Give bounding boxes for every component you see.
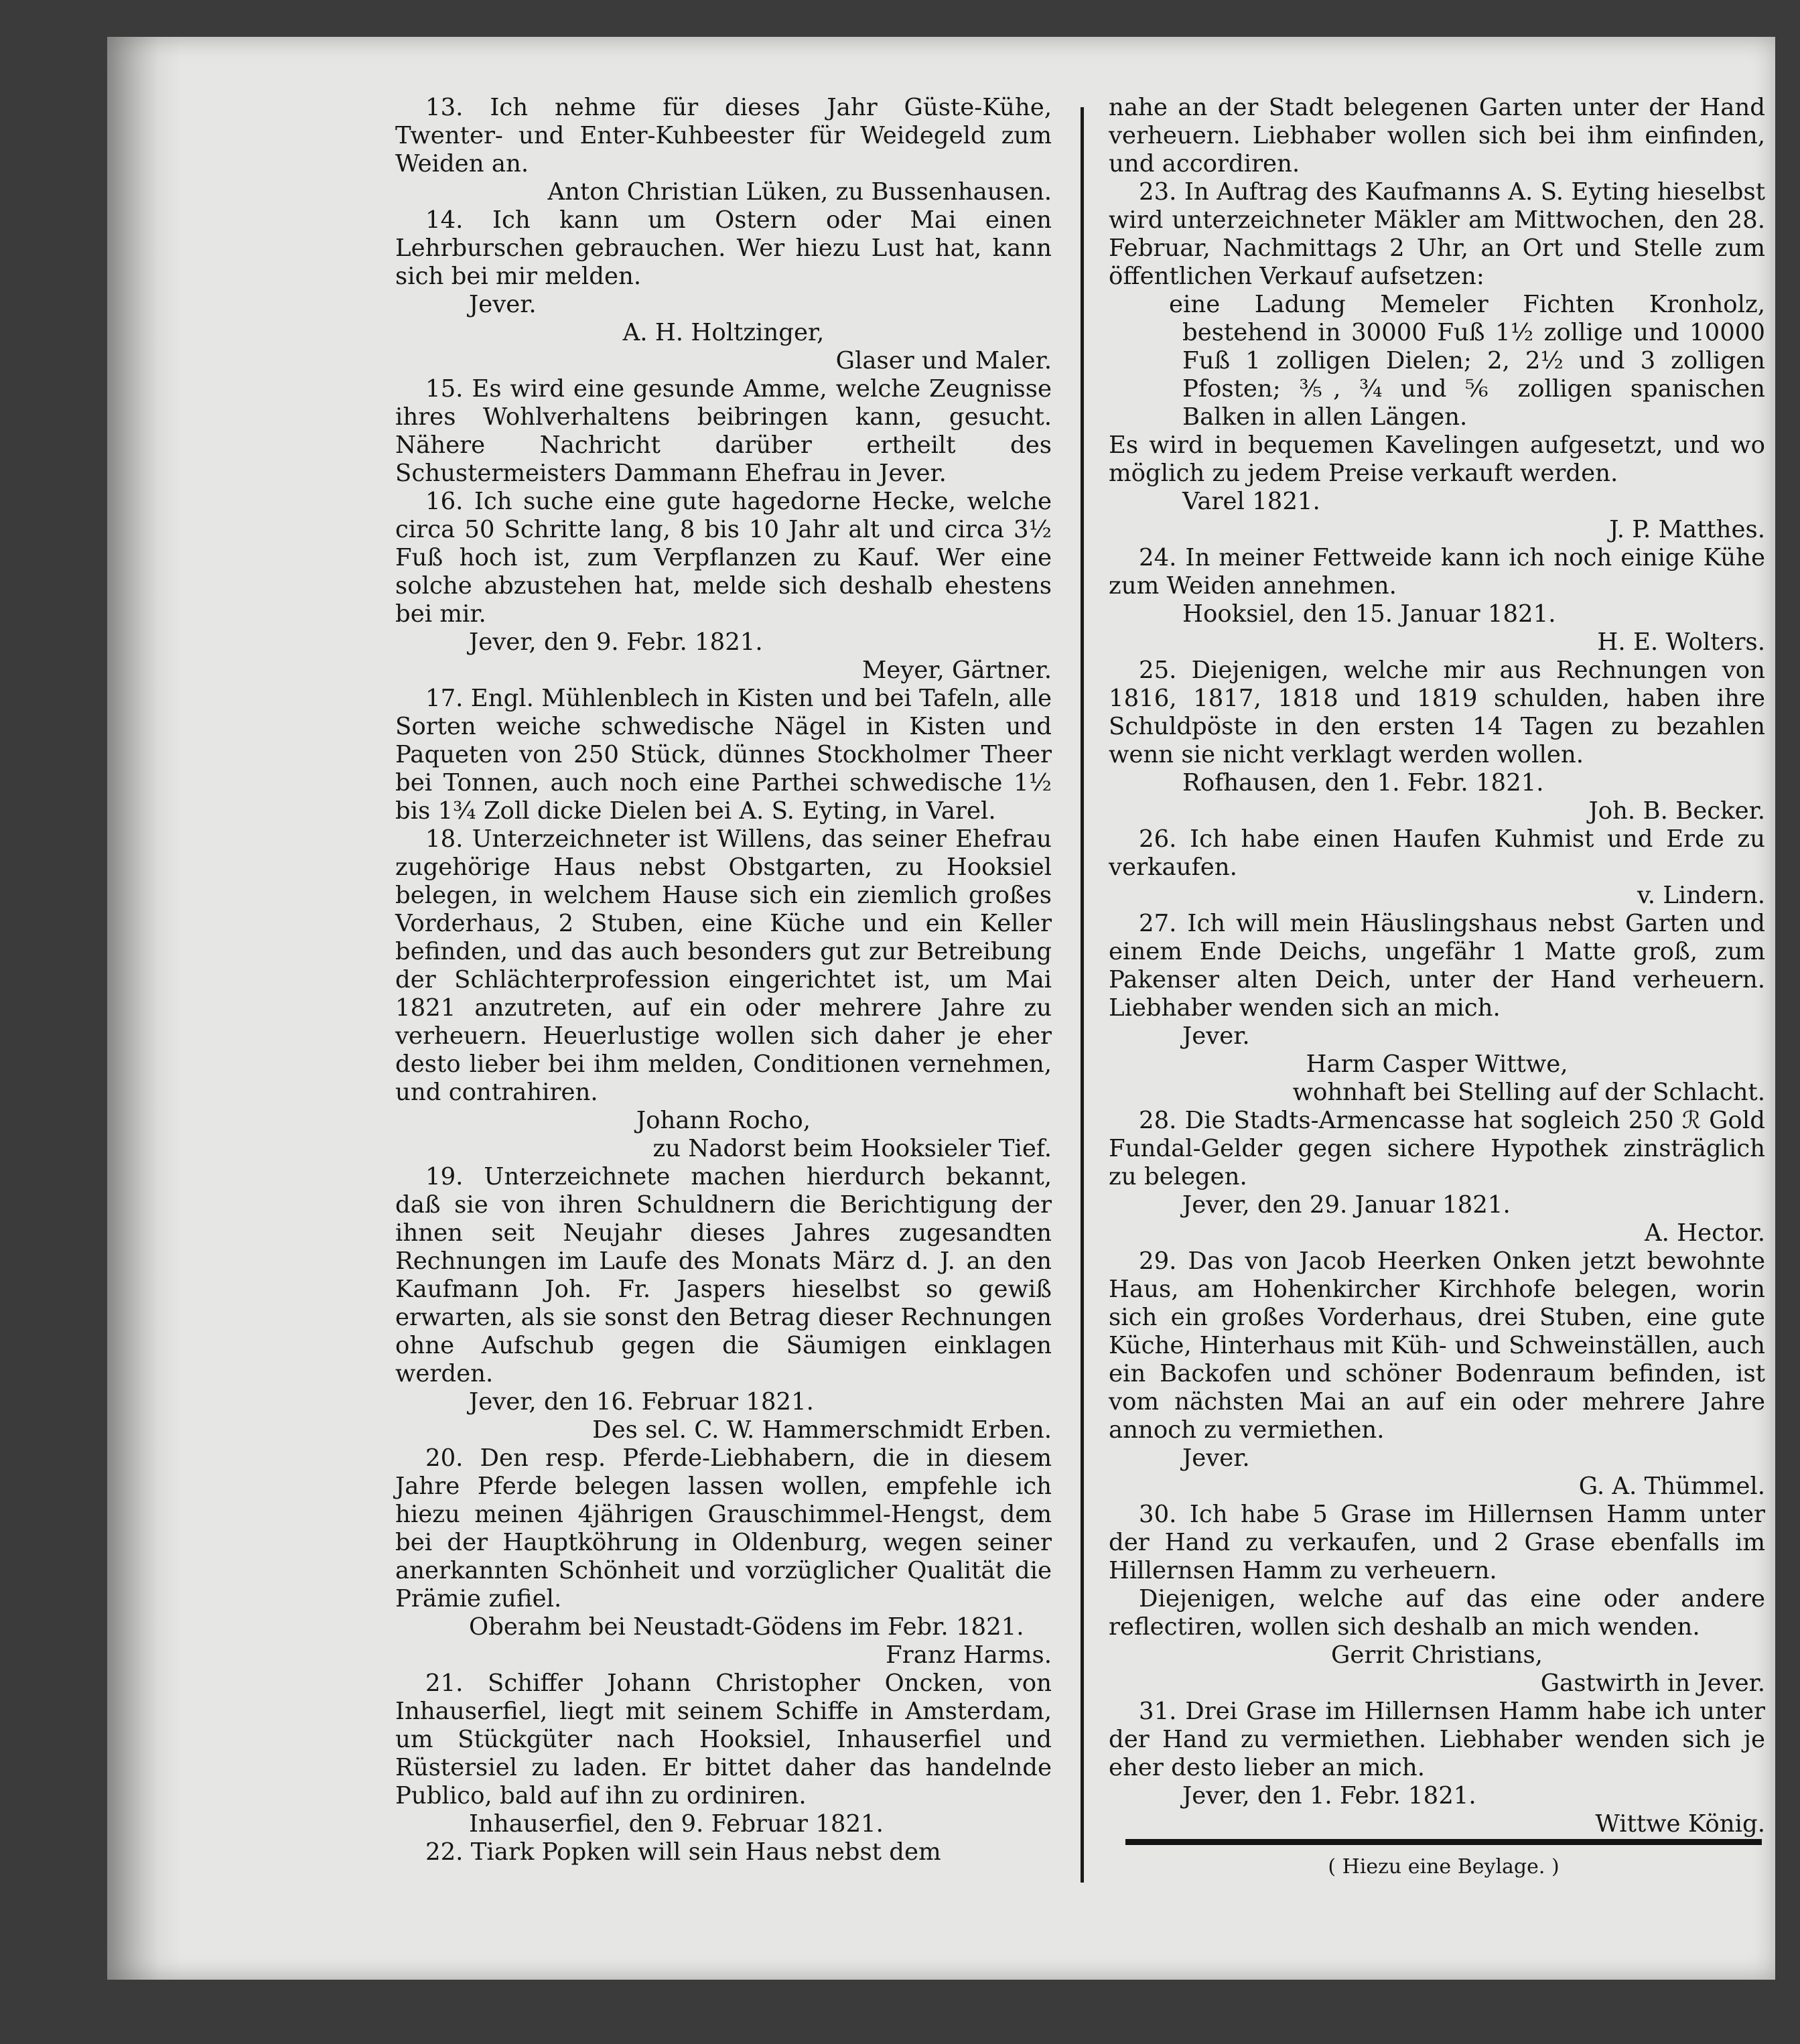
notice-text: 26. Ich habe einen Haufen Kuhmist und Erde zu verkaufen. — [1109, 825, 1765, 881]
footer-note: ( Hiezu eine Beylage. ) — [1328, 1855, 1560, 1879]
notice-signature: Meyer, Gärtner. — [861, 657, 1052, 684]
notice-place-date: Jever. — [1182, 1444, 1250, 1472]
notice-item — [395, 375, 1052, 488]
notice-signature: Johann Rocho, — [636, 1107, 811, 1134]
notice-place-date: Varel 1821. — [1182, 488, 1320, 515]
notice-signature: v. Lindern. — [1637, 882, 1765, 909]
notice-signature: G. A. Thümmel. — [1578, 1473, 1765, 1500]
notice-place-date: Inhauserfiel, den 9. Februar 1821. — [469, 1810, 884, 1838]
notice-text: 17. Engl. Mühlenblech in Kisten und bei Tafeln, alle Sorten weiche schwedische Nägel in Kisten und Paqueten von 250 Stück, dünnes Stockholmer Theer bei Tonnen, auch noch eine Parthei schwedische 1½ bis 1¾ Zoll dicke Dielen bei A. S. Eyting, in Varel. — [395, 685, 1052, 825]
notice-signature: Harm Casper Wittwe, — [1306, 1050, 1568, 1078]
notice-signature: J. P. Matthes. — [1609, 516, 1765, 543]
notice-text: 20. Den resp. Pferde-Liebhabern, die in diesem Jahre Pferde belegen lassen wollen, empfehle ich hiezu meinen 4jährigen Grauschimmel-Hengst, dem bei der Hauptköhrung in Oldenburg, wegen seiner anerkannten Schönheit und vorzüglicher Qualität die Prämie zufiel. — [395, 1444, 1052, 1613]
notice-place-date: Jever. — [469, 291, 537, 318]
notice-item — [395, 488, 1052, 685]
notice-text: 25. Diejenigen, welche mir aus Rechnungen von 1816, 1817, 1818 und 1819 schulden, haben ihre Schuldpöste in den ersten 14 Tagen zu bezahlen wenn sie nicht verklagt werden wollen. — [1109, 657, 1765, 768]
notice-text: 28. Die Stadts-Armencasse hat sogleich 250 ℛ Gold Fundal-Gelder gegen sichere Hypothek zinsträglich zu belegen. — [1109, 1107, 1765, 1190]
notice-item — [1109, 178, 1765, 544]
notice-signature: Des sel. C. W. Hammerschmidt Erben. — [592, 1416, 1052, 1444]
notice-item — [1109, 910, 1765, 1107]
notice-text: 15. Es wird eine gesunde Amme, welche Zeugnisse ihres Wohlverhaltens beibringen kann, gesucht. Nähere Nachricht darüber ertheilt des Schustermeisters Dammann Ehefrau in Jever. — [395, 375, 1052, 487]
notice-item — [395, 825, 1052, 1163]
notice-list-entry: eine Ladung Memeler Fichten Kronholz, bestehend in 30000 Fuß 1½ zollige und 10000 Fuß 1 zolligen Dielen; 2, 2½ und 3 zolligen Pfosten; ⅗, ¾ und ⅚ zolligen spanischen Balken in allen Längen. — [1169, 291, 1765, 431]
notice-signature: A. Hector. — [1644, 1219, 1765, 1247]
notice-item — [395, 685, 1052, 825]
notice-item — [1109, 825, 1765, 910]
notice-item — [395, 1670, 1052, 1838]
notice-text: 13. Ich nehme für dieses Jahr Güste-Kühe, Twenter- und Enter-Kuhbeester für Weidegeld zum Weiden an. — [395, 94, 1052, 178]
notice-item — [1109, 544, 1765, 657]
column-divider — [1081, 107, 1084, 1883]
spine-shadow — [107, 37, 181, 1980]
notice-signature: zu Nadorst beim Hooksieler Tief. — [652, 1135, 1052, 1162]
notice-text: 23. In Auftrag des Kaufmanns A. S. Eyting hieselbst wird unterzeichneter Mäkler am Mittwochen, den 28. Februar, Nachmittags 2 Uhr, an Ort und Stelle zum öffentlichen Verkauf aufsetzen: — [1109, 178, 1765, 290]
notice-place-date: Jever, den 16. Februar 1821. — [469, 1388, 814, 1416]
notice-item — [1109, 1501, 1765, 1698]
left-column — [395, 94, 1052, 1866]
notice-item — [1109, 657, 1765, 825]
notice-text: 27. Ich will mein Häuslingshaus nebst Garten und einem Ende Deichs, ungefähr 1 Matte groß, zum Pakenser alten Deich, unter der Hand verheuern. Liebhaber wenden sich an mich. — [1109, 910, 1765, 1022]
notice-place-date: Hooksiel, den 15. Januar 1821. — [1182, 600, 1556, 628]
notice-place-date: Oberahm bei Neustadt-Gödens im Febr. 1821. — [469, 1613, 1024, 1641]
notice-item — [395, 94, 1052, 206]
notice-item — [395, 206, 1052, 375]
notice-place-date: Jever, den 29. Januar 1821. — [1182, 1191, 1511, 1219]
notice-signature: Joh. B. Becker. — [1588, 797, 1765, 825]
notice-item — [1109, 94, 1765, 178]
notice-text: 18. Unterzeichneter ist Willens, das seiner Ehefrau zugehörige Haus nebst Obstgarten, zu Hooksiel belegen, in welchem Hause sich ein ziemlich großes Vorderhaus, 2 Stuben, eine Küche und ein Keller befinden, und das auch besonders gut zur Betreibung der Schlächterprofession eingerichtet ist, um Mai 1821 anzutreten, auf ein oder mehrere Jahre zu verheuern. Heuerlustige wollen sich daher je eher desto lieber bei ihm melden, Conditionen vernehmen, und contrahiren. — [395, 825, 1052, 1106]
notice-text: 31. Drei Grase im Hillernsen Hamm habe ich unter der Hand zu vermiethen. Liebhaber wenden sich je eher desto lieber an mich. — [1109, 1698, 1765, 1781]
notice-text: Es wird in bequemen Kavelingen aufgesetzt, und wo möglich zu jedem Preise verkauft werden. — [1109, 431, 1765, 487]
notice-text: Diejenigen, welche auf das eine oder andere reflectiren, wollen sich deshalb an mich wenden. — [1109, 1585, 1765, 1641]
notice-item — [395, 1444, 1052, 1670]
notice-text: 14. Ich kann um Ostern oder Mai einen Lehrburschen gebrauchen. Wer hiezu Lust hat, kann sich bei mir melden. — [395, 206, 1052, 290]
notice-signature: A. H. Holtzinger, — [622, 319, 825, 346]
notice-text: 19. Unterzeichnete machen hierdurch bekannt, daß sie von ihren Schuldnern die Berichtigung der ihnen seit Neujahr dieses Jahres zugesandten Rechnungen im Laufe des Monats März d. J. an den Kaufmann Joh. Fr. Jaspers hieselbst so gewiß erwarten, als sie sonst den Betrag dieser Rechnungen ohne Aufschub gegen die Säumigen einklagen werden. — [395, 1163, 1052, 1387]
notice-signature: Wittwe König. — [1595, 1810, 1765, 1838]
notice-text: 21. Schiffer Johann Christopher Oncken, von Inhauserfiel, liegt mit seinem Schiffe in Amsterdam, um Stückgüter nach Hooksiel, Inhauserfiel und Rüstersiel zu laden. Er bittet daher das handelnde Publico, bald auf ihn zu ordiniren. — [395, 1670, 1052, 1810]
notice-place-date: Rofhausen, den 1. Febr. 1821. — [1182, 769, 1544, 797]
notice-text: 29. Das von Jacob Heerken Onken jetzt bewohnte Haus, am Hohenkircher Kirchhofe belegen, worin sich ein großes Vorderhaus, drei Stuben, eine gute Küche, Hinterhaus mit Küh- und Schweinställen, auch ein Backofen und schöner Bodenraum befinden, ist vom nächsten Mai an auf ein oder mehrere Jahre annoch zu vermiethen. — [1109, 1247, 1765, 1444]
notice-signature: Anton Christian Lüken, zu Bussenhausen. — [547, 178, 1052, 206]
footer-rule — [1125, 1839, 1762, 1845]
notice-text: 16. Ich suche eine gute hagedorne Hecke, welche circa 50 Schritte lang, 8 bis 10 Jahr alt und circa 3½ Fuß hoch ist, zum Verpflanzen zu Kauf. Wer eine solche abzustehen hat, melde sich deshalb ehestens bei mir. — [395, 488, 1052, 628]
notice-place-date: Jever. — [1182, 1022, 1250, 1050]
notice-item — [1109, 1698, 1765, 1838]
notice-place-date: Jever, den 9. Febr. 1821. — [469, 628, 763, 656]
notice-item — [395, 1163, 1052, 1444]
notice-signature: Franz Harms. — [886, 1641, 1052, 1669]
notice-text: nahe an der Stadt belegenen Garten unter der Hand verheuern. Liebhaber wollen sich bei ihm einfinden, und accordiren. — [1109, 94, 1765, 178]
notice-item — [1109, 1247, 1765, 1501]
notice-signature: Gastwirth in Jever. — [1540, 1670, 1765, 1697]
right-column — [1109, 94, 1765, 1838]
notice-signature: Gerrit Christians, — [1331, 1641, 1543, 1669]
notice-item — [395, 1838, 1052, 1866]
notice-text: 30. Ich habe 5 Grase im Hillernsen Hamm unter der Hand zu verkaufen, und 2 Grase ebenfalls im Hillernsen Hamm zu verheuern. — [1109, 1501, 1765, 1584]
notice-place-date: Jever, den 1. Febr. 1821. — [1182, 1782, 1476, 1810]
notice-signature: Glaser und Maler. — [835, 347, 1052, 374]
notice-text: 22. Tiark Popken will sein Haus nebst dem — [425, 1838, 941, 1866]
notice-signature: H. E. Wolters. — [1597, 628, 1765, 656]
notice-text: 24. In meiner Fettweide kann ich noch einige Kühe zum Weiden annehmen. — [1109, 544, 1765, 600]
notice-signature: wohnhaft bei Stelling auf der Schlacht. — [1292, 1079, 1765, 1106]
notice-item — [1109, 1107, 1765, 1247]
